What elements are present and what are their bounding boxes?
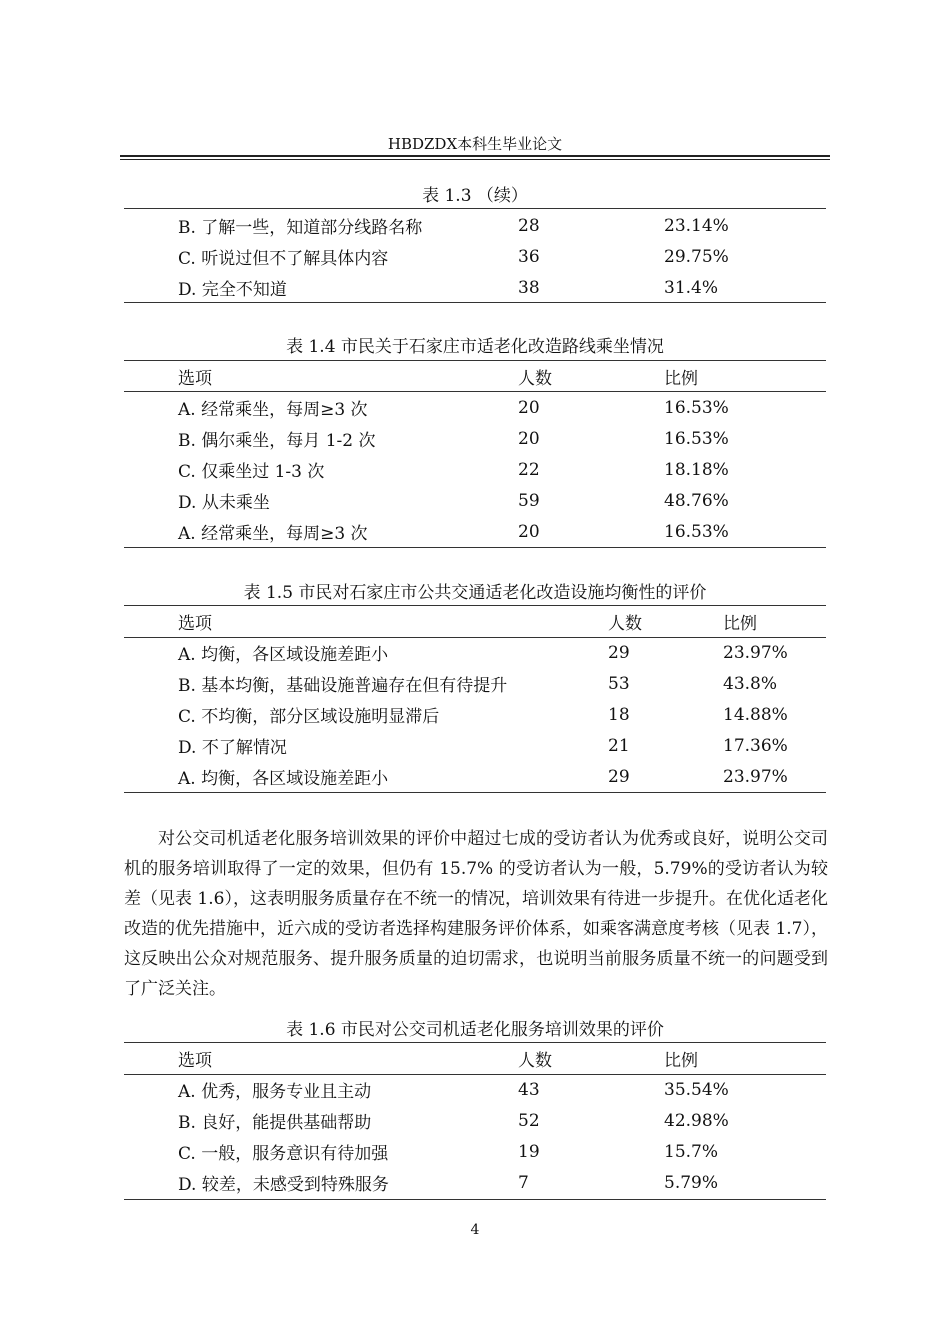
table-cell-ratio: 23.97%: [723, 642, 788, 663]
table-cell-option: A. 经常乘坐，每周≥3 次: [178, 400, 368, 420]
table-cell-ratio: 14.88%: [723, 704, 788, 725]
table-header-ratio: 比例: [723, 614, 757, 634]
table-row: [178, 1136, 814, 1167]
table-cell-option: A. 均衡，各区域设施差距小: [178, 769, 389, 789]
table-cell-count: 38: [518, 277, 540, 298]
table-cell-option: C. 听说过但不了解具体内容: [178, 249, 389, 269]
body-paragraph: 对公交司机适老化服务培训效果的评价中超过七成的受访者认为优秀或良好，说明公交司机的服务培训取得了一定的效果，但仍有 15.7% 的受访者认为一般，5.79%的受访者认为较差（见表 1.6），这表明服务质量存在不统一的情况，培训效果有待进一步提升。在优化适老化改造的优先措施中，近六成的受访者选择构建服务评价体系，如乘客满意度考核（见表 1.7），这反映出公众对规范服务、提升服务质量的迫切需求，也说明当前服务质量不统一的问题受到了广泛关注。: [124, 829, 828, 999]
table-cell-ratio: 15.7%: [664, 1141, 719, 1162]
table-1-3-bottom-rule: [124, 302, 826, 303]
table-cell-count: 28: [518, 215, 540, 236]
table-row: [178, 1105, 814, 1136]
table-1-3-caption: 表 1.3 （续）: [422, 186, 528, 206]
header-rule-thin: [120, 159, 830, 160]
table-cell-count: 20: [518, 521, 540, 542]
table-cell-option: C. 不均衡，部分区域设施明显滞后: [178, 707, 440, 727]
table-header-option: 选项: [178, 1051, 212, 1071]
table-1-4-bottom-rule: [124, 547, 826, 548]
table-row: [178, 1167, 814, 1198]
table-1-5-header-rule: [124, 637, 826, 638]
table-cell-count: 7: [518, 1172, 529, 1193]
table-header-row: [178, 361, 814, 392]
page-header: HBDZDX本科生毕业论文: [387, 135, 563, 153]
table-cell-ratio: 31.4%: [664, 277, 719, 298]
table-row: [178, 272, 814, 303]
table-cell-ratio: 23.14%: [664, 215, 729, 236]
table-cell-count: 18: [608, 704, 630, 725]
table-1-6: [178, 1043, 814, 1198]
table-cell-option: B. 偶尔乘坐，每月 1-2 次: [178, 431, 376, 451]
table-header-count: 人数: [518, 1051, 552, 1071]
table-cell-count: 20: [518, 397, 540, 418]
table-cell-ratio: 18.18%: [664, 459, 729, 480]
table-cell-ratio: 35.54%: [664, 1079, 729, 1100]
table-1-6-header-rule: [124, 1074, 826, 1075]
table-cell-count: 29: [608, 642, 630, 663]
table-cell-ratio: 16.53%: [664, 428, 729, 449]
table-header-ratio: 比例: [664, 1051, 698, 1071]
table-cell-option: C. 一般，服务意识有待加强: [178, 1144, 389, 1164]
table-1-4-header-rule: [124, 391, 826, 392]
table-row: [178, 699, 823, 730]
table-cell-count: 21: [608, 735, 630, 756]
table-1-5: [178, 606, 823, 792]
table-cell-option: D. 完全不知道: [178, 280, 287, 300]
table-cell-count: 52: [518, 1110, 540, 1131]
table-row: [178, 637, 823, 668]
table-header-ratio: 比例: [664, 369, 698, 389]
table-row: [178, 423, 814, 454]
table-cell-option: D. 较差，未感受到特殊服务: [178, 1175, 389, 1195]
table-row: [178, 761, 823, 792]
table-cell-option: B. 良好，能提供基础帮助: [178, 1113, 372, 1133]
table-cell-count: 36: [518, 246, 540, 267]
table-header-row: [178, 606, 823, 637]
table-row: [178, 392, 814, 423]
table-1-4-caption: 表 1.4 市民关于石家庄市适老化改造路线乘坐情况: [286, 337, 664, 357]
table-row: [178, 454, 814, 485]
table-1-3-top-rule: [124, 208, 826, 209]
table-cell-ratio: 43.8%: [723, 673, 778, 694]
page-number: 4: [470, 1222, 480, 1238]
table-cell-option: A. 均衡，各区域设施差距小: [178, 645, 389, 665]
table-cell-count: 22: [518, 459, 540, 480]
table-header-option: 选项: [178, 614, 212, 634]
table-1-5-bottom-rule: [124, 792, 826, 793]
table-cell-ratio: 48.76%: [664, 490, 729, 511]
table-cell-ratio: 42.98%: [664, 1110, 729, 1131]
table-cell-option: B. 了解一些，知道部分线路名称: [178, 218, 423, 238]
body-paragraph-block: [124, 824, 828, 1004]
table-row: [178, 485, 814, 516]
table-header-option: 选项: [178, 369, 212, 389]
table-1-6-bottom-rule: [124, 1199, 826, 1200]
table-header-count: 人数: [608, 614, 642, 634]
table-1-3: [178, 210, 814, 303]
table-cell-option: D. 从未乘坐: [178, 493, 270, 513]
table-cell-count: 59: [518, 490, 540, 511]
table-row: [178, 668, 823, 699]
table-cell-ratio: 5.79%: [664, 1172, 719, 1193]
table-header-count: 人数: [518, 369, 552, 389]
table-cell-count: 20: [518, 428, 540, 449]
table-cell-option: A. 经常乘坐，每周≥3 次: [178, 524, 368, 544]
table-row: [178, 1074, 814, 1105]
table-header-row: [178, 1043, 814, 1074]
table-cell-ratio: 16.53%: [664, 521, 729, 542]
table-1-5-caption: 表 1.5 市民对石家庄市公共交通适老化改造设施均衡性的评价: [243, 583, 707, 603]
table-row: [178, 210, 814, 241]
table-row: [178, 241, 814, 272]
table-cell-count: 19: [518, 1141, 540, 1162]
table-1-6-caption: 表 1.6 市民对公交司机适老化服务培训效果的评价: [286, 1020, 664, 1040]
table-cell-ratio: 17.36%: [723, 735, 788, 756]
table-cell-count: 29: [608, 766, 630, 787]
table-cell-count: 43: [518, 1079, 540, 1100]
table-1-4: [178, 361, 814, 547]
table-cell-option: C. 仅乘坐过 1-3 次: [178, 462, 325, 482]
table-row: [178, 730, 823, 761]
table-cell-ratio: 29.75%: [664, 246, 729, 267]
table-cell-ratio: 23.97%: [723, 766, 788, 787]
table-cell-ratio: 16.53%: [664, 397, 729, 418]
header-rule-thick: [120, 155, 830, 157]
table-cell-option: D. 不了解情况: [178, 738, 287, 758]
table-row: [178, 516, 814, 547]
table-cell-option: B. 基本均衡，基础设施普遍存在但有待提升: [178, 676, 508, 696]
table-cell-option: A. 优秀，服务专业且主动: [178, 1082, 372, 1102]
table-cell-count: 53: [608, 673, 630, 694]
